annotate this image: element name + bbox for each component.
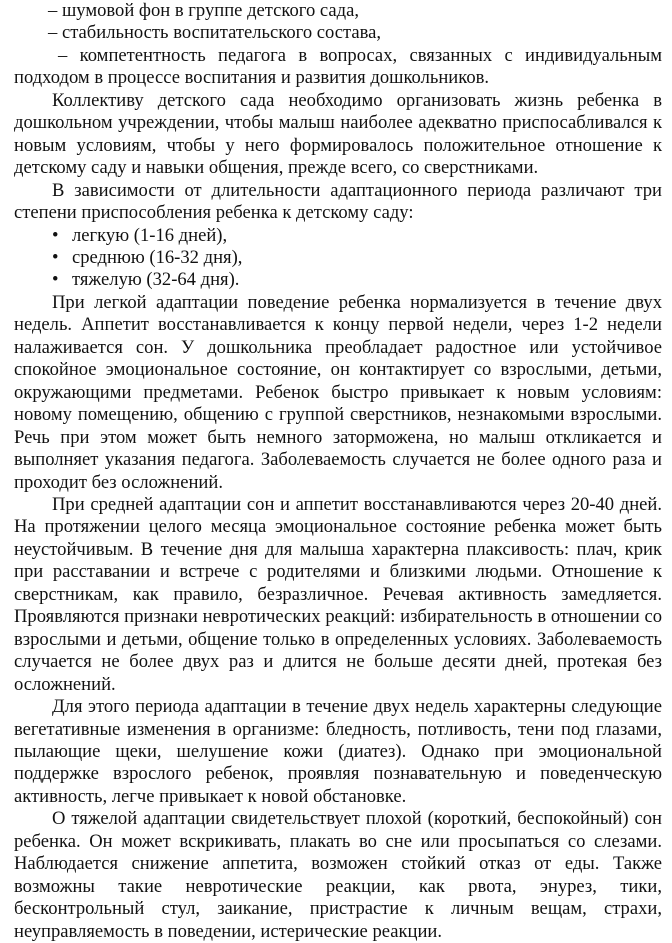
bullet-text: легкую (1-16 дней), — [72, 224, 228, 246]
dash-item: – шумовой фон в группе детского сада, — [48, 0, 359, 21]
bullet-list — [14, 225, 662, 292]
bullet-text: среднюю (16-32 дня), — [72, 246, 243, 268]
dash-item: – стабильность воспитательского состава, — [48, 22, 382, 44]
bullet-icon: • — [52, 224, 59, 246]
paragraph: Для этого периода адаптации в течение двух недель характерны следующие вегетативные изменения в организме: бледность, потливость, тени под глазами, пылающие щеки, шелушение кожи (диатез). Однако при эмоциональной поддержке взрослого ребенок, проявляя познавательную и поведенческую активность, легче привыкает к новой обстановке. — [14, 696, 662, 807]
dash-item: – компетентность педагога в вопросах, связанных с индивидуальным подходом в процессе воспитания и развития дошкольников. — [14, 44, 662, 89]
bullet-icon: • — [52, 269, 59, 291]
document-page — [14, 0, 662, 943]
paragraph: При легкой адаптации поведение ребенка нормализуется в течение двух недель. Аппетит восстанавливается к концу первой недели, через 1-2 недели налаживается сон. У дошкольника преобладает радостное или устойчивое спокойное эмоциональное состояние, он контактирует со взрослыми, детьми, окружающими предметами. Ребенок быстро привыкает к новым условиям: новому помещению, общению с группой сверстников, незнакомыми взрослыми. Речь при этом может быть немного заторможена, но малыш откликается и выполняет указания педагога. Заболеваемость случается не более одного раза и проходит без осложнений. — [14, 291, 662, 493]
paragraph: В зависимости от длительности адаптационного периода различают три степени приспособления ребенка к детскому саду: — [14, 179, 662, 224]
bullet-item — [14, 247, 662, 269]
paragraph: При средней адаптации сон и аппетит восстанавливаются через 20-40 дней. На протяжении целого месяца эмоциональное состояние ребенка может быть неустойчивым. В течение дня для малыша характерна плаксивость: плач, крик при расставании и встрече с родителями и близкими людьми. Отношение к сверстникам, как правило, безразличное. Речевая активность замедляется. Проявляются признаки невротических реакций: избирательность в отношении со взрослыми и детьми, общение только в определенных условиях. Заболеваемость случается не более двух раз и длится не больше десяти дней, протекая без осложнений. — [14, 493, 662, 695]
bullet-text: тяжелую (32-64 дня). — [72, 269, 240, 291]
paragraph: О тяжелой адаптации свидетельствует плохой (короткий, беспокойный) сон ребенка. Он может вскрикивать, плакать во сне или просыпаться со слезами. Наблюдается снижение аппетита, возможен стойкий отказ от еды. Также возможны такие невротические реакции, как рвота, энурез, тики, бесконтрольный стул, заикание, пристрастие к личным вещам, страхи, неуправляемость в поведении, истерические реакции. — [14, 808, 662, 942]
bullet-item — [14, 225, 662, 247]
paragraph: Коллективу детского сада необходимо организовать жизнь ребенка в дошкольном учреждении, чтобы малыш наиболее адекватно приспосабливался к новым условиям, чтобы у него формировалось положительное отношение к детскому саду и навыки общения, прежде всего, со сверстниками. — [14, 89, 662, 179]
bullet-icon: • — [52, 246, 59, 268]
bullet-item — [14, 269, 662, 291]
